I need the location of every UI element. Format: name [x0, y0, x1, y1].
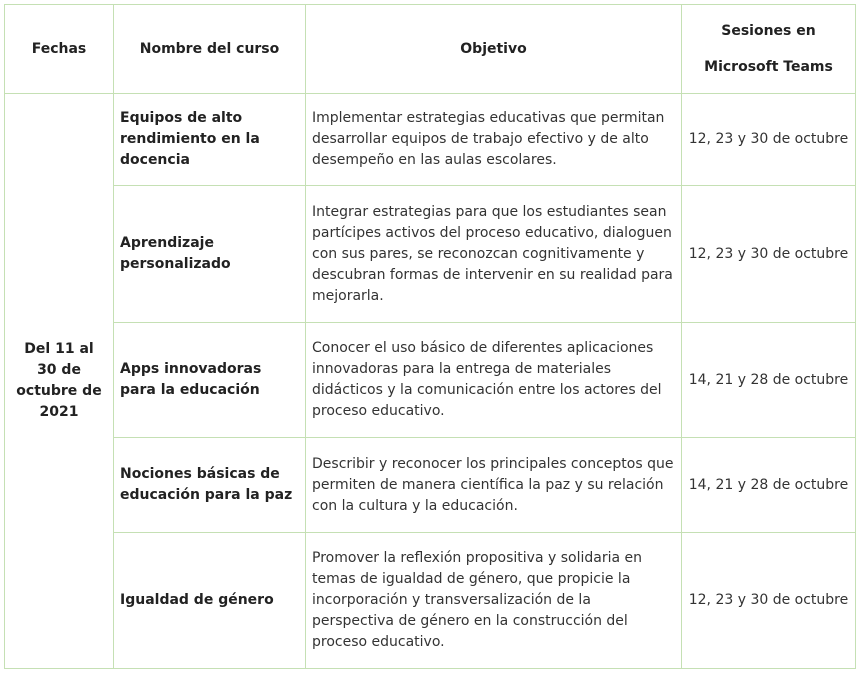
sessions-cell: 12, 23 y 30 de octubre: [682, 186, 856, 323]
sessions-cell: 14, 21 y 28 de octubre: [682, 438, 856, 533]
objective-cell: Conocer el uso básico de diferentes aplicaciones innovadoras para la entrega de materiales didácticos y la comunicación entre los actores del proceso educativo.: [306, 323, 682, 438]
header-objetivo: Objetivo: [306, 5, 682, 94]
sessions-cell: 12, 23 y 30 de octubre: [682, 533, 856, 669]
header-sesiones-line1: Sesiones en: [721, 23, 816, 39]
course-name-cell: Igualdad de género: [114, 533, 306, 669]
objective-cell: Describir y reconocer los principales conceptos que permiten de manera científica la paz y su relación con la cultura y la educación.: [306, 438, 682, 533]
sessions-cell: 12, 23 y 30 de octubre: [682, 94, 856, 186]
objective-cell: Implementar estrategias educativas que permitan desarrollar equipos de trabajo efectivo y de alto desempeño en las aulas escolares.: [306, 94, 682, 186]
header-sesiones: [682, 5, 856, 94]
objective-cell: Promover la reflexión propositiva y solidaria en temas de igualdad de género, que propicie la incorporación y transversalización de la perspectiva de género en la construcción del proceso educativo.: [306, 533, 682, 669]
table-row: [5, 186, 856, 323]
table-row: [5, 533, 856, 669]
course-name-cell: Apps innovadoras para la educación: [114, 323, 306, 438]
header-sesiones-line2: Microsoft Teams: [704, 59, 833, 75]
course-name-cell: Equipos de alto rendimiento en la docencia: [114, 94, 306, 186]
date-range-cell: Del 11 al 30 de octubre de 2021: [5, 94, 114, 669]
table-header-row: [5, 5, 856, 94]
course-name-cell: Nociones básicas de educación para la paz: [114, 438, 306, 533]
course-schedule-table: [4, 4, 856, 669]
table-row: [5, 438, 856, 533]
objective-cell: Integrar estrategias para que los estudiantes sean partícipes activos del proceso educativo, dialoguen con sus pares, se reconozcan cognitivamente y descubran formas de intervenir en su realidad para mejorarla.: [306, 186, 682, 323]
table-row: [5, 323, 856, 438]
course-name-cell: Aprendizaje personalizado: [114, 186, 306, 323]
table-row: [5, 94, 856, 186]
header-fechas: Fechas: [5, 5, 114, 94]
header-curso: Nombre del curso: [114, 5, 306, 94]
sessions-cell: 14, 21 y 28 de octubre: [682, 323, 856, 438]
course-schedule-wrapper: [4, 4, 856, 669]
